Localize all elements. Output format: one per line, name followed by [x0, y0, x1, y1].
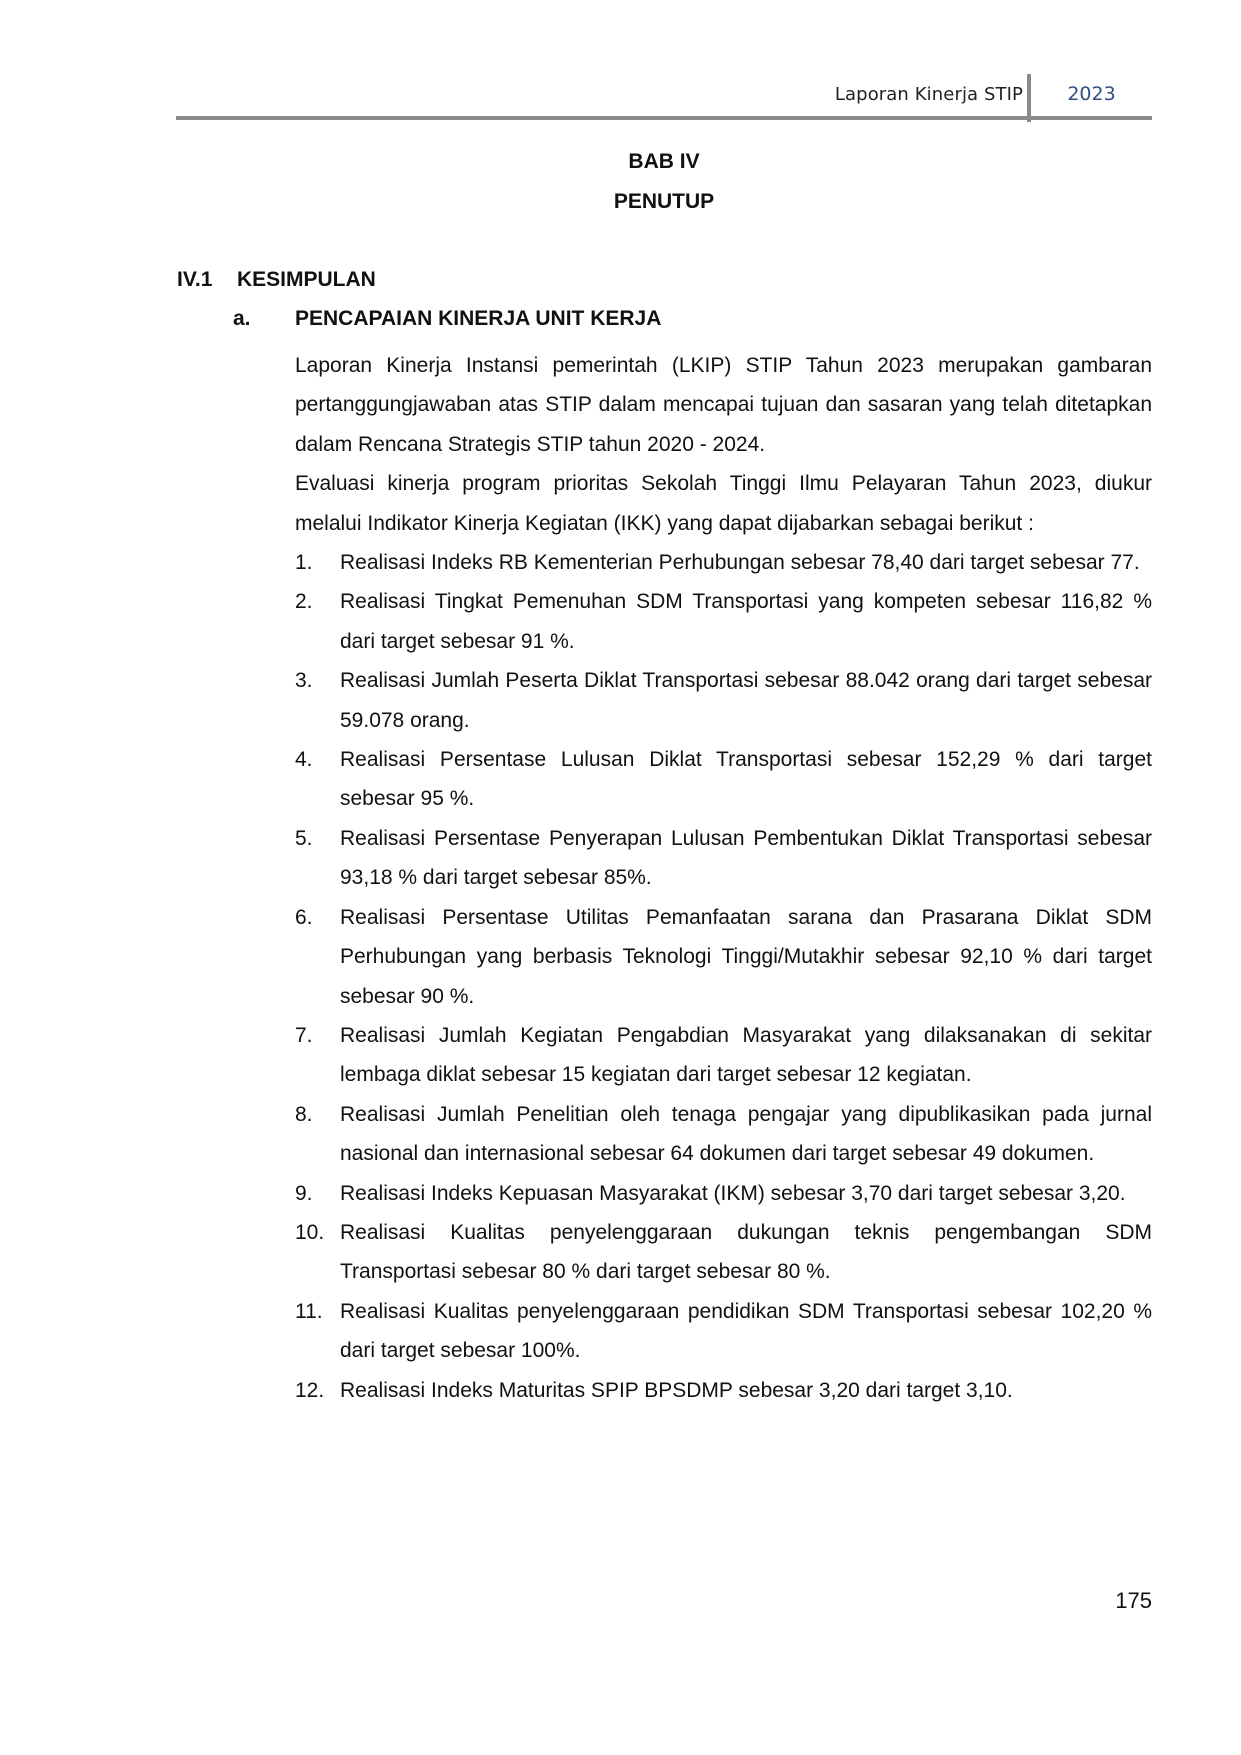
list-item-number: 11. [295, 1299, 323, 1323]
list-item [295, 543, 1152, 582]
list-item [295, 1174, 1152, 1213]
list-item-text: Realisasi Kualitas penyelenggaraan dukungan teknis pengembangan SDM Transportasi sebesar 80 % dari target sebesar 80 %. [340, 1220, 1152, 1284]
list-item-text: Realisasi Indeks Maturitas SPIP BPSDMP sebesar 3,20 dari target 3,10. [340, 1378, 1013, 1402]
list-item-number: 4. [295, 748, 313, 772]
list-item [295, 582, 1152, 661]
body-content [295, 346, 1152, 1410]
chapter-title: PENUTUP [613, 190, 715, 213]
header-rule [176, 116, 1152, 120]
list-item-number: 7. [295, 1023, 313, 1047]
list-item [295, 1371, 1152, 1410]
list-item-number: 2. [295, 590, 313, 614]
list-item [295, 1095, 1152, 1174]
chapter-number: BAB IV [628, 150, 700, 173]
page-number: 175 [1115, 1588, 1152, 1613]
list-item-number: 12. [295, 1378, 325, 1402]
list-item-text: Realisasi Persentase Lulusan Diklat Transportasi sebesar 152,29 % dari target sebesar 95 %. [340, 748, 1152, 811]
list-item [295, 898, 1152, 1016]
list-item-text: Realisasi Jumlah Penelitian oleh tenaga pengajar yang dipublikasikan pada jurnal nasional dan internasional sebesar 64 dokumen dari target sebesar 49 dokumen. [340, 1102, 1152, 1166]
subsection-title: PENCAPAIAN KINERJA UNIT KERJA [295, 307, 662, 330]
list-item-text: Realisasi Indeks Kepuasan Masyarakat (IKM) sebesar 3,70 dari target sebesar 3,20. [340, 1181, 1126, 1205]
list-item-text: Realisasi Jumlah Peserta Diklat Transportasi sebesar 88.042 orang dari target sebesar 59.078 orang. [340, 669, 1152, 732]
list-item-text: Realisasi Indeks RB Kementerian Perhubungan sebesar 78,40 dari target sebesar 77. [340, 551, 1140, 575]
list-item-number: 10. [295, 1220, 325, 1244]
list-item-text: Realisasi Tingkat Pemenuhan SDM Transportasi yang kompeten sebesar 116,82 % dari target sebesar 91 %. [340, 590, 1152, 653]
header-year: 2023 [1067, 83, 1116, 105]
list-item-number: 5. [295, 826, 313, 850]
running-header [176, 72, 1152, 122]
list-item [295, 1213, 1152, 1292]
list-item-number: 3. [295, 669, 313, 693]
section-title: KESIMPULAN [237, 268, 376, 291]
list-item-text: Realisasi Jumlah Kegiatan Pengabdian Masyarakat yang dilaksanakan di sekitar lembaga diklat sebesar 15 kegiatan dari target sebesar 12 kegiatan. [340, 1023, 1152, 1087]
list-item-number: 8. [295, 1102, 313, 1126]
evaluation-paragraph: Evaluasi kinerja program prioritas Sekolah Tinggi Ilmu Pelayaran Tahun 2023, diukur melalui Indikator Kinerja Kegiatan (IKK) yang dapat dijabarkan sebagai berikut : [295, 472, 1152, 535]
list-item-number: 9. [295, 1181, 313, 1205]
section-number: IV.1 [177, 268, 213, 291]
subsection-heading [233, 307, 661, 331]
list-item-text: Realisasi Persentase Utilitas Pemanfaatan sarana dan Prasarana Diklat SDM Perhubungan yang berbasis Teknologi Tinggi/Mutakhir sebesar 92,10 % dari target sebesar 90 %. [340, 905, 1152, 1008]
list-item [295, 1292, 1152, 1371]
intro-paragraph: Laporan Kinerja Instansi pemerintah (LKIP) STIP Tahun 2023 merupakan gambaran pertanggungjawaban atas STIP dalam mencapai tujuan dan sasaran yang telah ditetapkan dalam Rencana Strategis STIP tahun 2020 - 2024. [295, 354, 1152, 456]
list-item [295, 661, 1152, 740]
list-item-number: 6. [295, 905, 313, 929]
list-item [295, 740, 1152, 819]
section-heading [177, 268, 376, 292]
list-item-number: 1. [295, 551, 313, 575]
list-item-text: Realisasi Kualitas penyelenggaraan pendidikan SDM Transportasi sebesar 102,20 % dari target sebesar 100%. [340, 1299, 1152, 1363]
header-title: Laporan Kinerja STIP [834, 84, 1023, 105]
subsection-label: a. [233, 307, 251, 330]
list-item [295, 1016, 1152, 1095]
list-item-text: Realisasi Persentase Penyerapan Lulusan Pembentukan Diklat Transportasi sebesar 93,18 % dari target sebesar 85%. [340, 826, 1152, 890]
ikk-list [295, 543, 1152, 1410]
list-item [295, 819, 1152, 898]
